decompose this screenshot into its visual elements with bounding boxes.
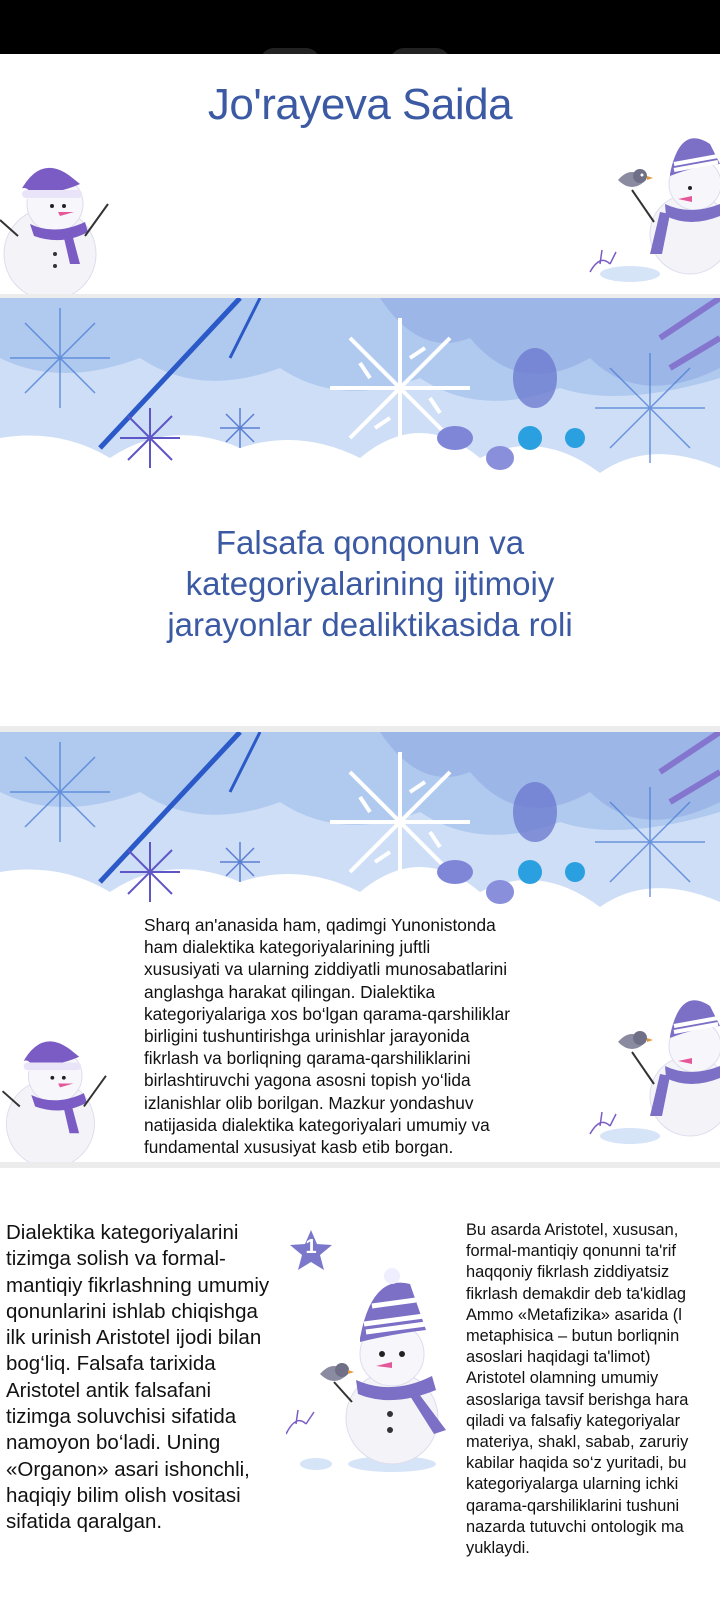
text-line: Aristotel antik falsafani: [6, 1378, 212, 1402]
watercolor-snowflake-banner: [0, 298, 720, 488]
slide-2[interactable]: [0, 298, 720, 726]
text-line: kabilar haqida so‘z yuritadi, bu: [466, 1454, 687, 1473]
text-line: sifatida qaralgan.: [6, 1510, 163, 1534]
text-line: birlashtiruvchi yagona asosni topish yo‘lida: [144, 1070, 471, 1091]
snowman-left-icon: [0, 1028, 120, 1162]
left-paragraph: [6, 1220, 298, 1536]
text-line: metaphisica – butun borliqnin: [466, 1327, 680, 1346]
text-line: xususiyati va ularning ziddiyatli munosabatlarini: [144, 959, 508, 980]
body-paragraph: [144, 914, 564, 1158]
text-line: qonunlarini ishlab chiqishga: [6, 1299, 258, 1323]
text-line: fikrlash va borliqning qarama-qarshiliklarini: [144, 1048, 471, 1069]
text-line: ilk urinish Aristotel ijodi bilan: [6, 1326, 262, 1350]
text-line: «Organon» asari ishonchli,: [6, 1457, 250, 1481]
slide-title: Falsafa qonqonun va kategoriyalarining ijtimoiy jarayonlar dealiktikasida roli: [167, 524, 573, 643]
slide-3[interactable]: [0, 732, 720, 1162]
text-line: Sharq an'anasida ham, qadimgi Yunonistonda: [144, 915, 496, 935]
text-line: nazarda tutuvchi ontologik ma: [466, 1517, 684, 1536]
text-line: tizimga solish va formal-: [6, 1247, 226, 1271]
text-line: tizimga soluvchisi sifatida: [6, 1405, 237, 1429]
text-line: anglashga harakat qilingan. Dialektika: [144, 981, 436, 1002]
snowman-center-icon: [286, 1254, 462, 1480]
snowman-right-icon: [570, 104, 720, 294]
text-line: asoslari haqidagi ta'limot): [466, 1348, 651, 1367]
badge-number: 1: [305, 1236, 317, 1258]
snowman-right-icon: [570, 966, 720, 1156]
text-line: bog‘liq. Falsafa tarixida: [6, 1352, 216, 1376]
watercolor-snowflake-banner-2: [0, 732, 720, 922]
text-line: namoyon bo‘ladi. Uning: [6, 1431, 221, 1455]
text-line: fikrlash demakdir deb ta'kidlag: [466, 1284, 686, 1303]
slide-4[interactable]: [0, 1168, 720, 1600]
text-line: Ammo «Metafizika» asarida (l: [466, 1305, 682, 1324]
text-line: materiya, shakl, sabab, zaruriy: [466, 1433, 689, 1452]
text-line: asoslariga tavsif berishga hara: [466, 1390, 689, 1409]
text-line: kategoriyalariga xos bo‘lgan qarama-qarshiliklar: [144, 1003, 510, 1024]
text-line: ham dialektika kategoriyalarining juftli: [144, 937, 431, 958]
text-line: natijasida dialektika kategoriyalari umumiy va: [144, 1114, 490, 1135]
text-line: yuklaydi.: [466, 1539, 530, 1558]
text-line: Aristotel olamning umumiy: [466, 1369, 659, 1388]
snowman-left-icon: [0, 154, 120, 294]
previous-slide-peek: [240, 40, 480, 54]
text-line: Bu asarda Aristotel, xususan,: [466, 1221, 679, 1239]
top-bar: [0, 0, 720, 54]
text-line: haqiqiy bilim olish vositasi: [6, 1483, 241, 1507]
text-line: birligini tushuntirishga urinishlar jarayonida: [144, 1026, 470, 1047]
right-paragraph: [466, 1220, 720, 1559]
text-line: formal-mantiqiy qonunni ta'rif: [466, 1242, 676, 1261]
text-line: Dialektika kategoriyalarini: [6, 1221, 239, 1244]
slide-1[interactable]: [0, 54, 720, 294]
author-name: Jo'rayeva Saida: [207, 80, 513, 129]
text-line: qarama-qarshiliklarini tushuni: [466, 1496, 680, 1515]
text-line: mantiqiy fikrlashning umumiy: [6, 1273, 270, 1297]
text-line: qiladi va falsafiy kategoriyalar: [466, 1411, 681, 1430]
text-line: haqqoniy fikrlash ziddiyatsiz: [466, 1263, 670, 1282]
text-line: izlanishlar olib borilgan. Mazkur yondashuv: [144, 1092, 474, 1113]
text-line: kategoriyalarga ularning ichki: [466, 1475, 679, 1494]
text-line: fundamental xususiyat kasb etib borgan.: [144, 1137, 454, 1158]
